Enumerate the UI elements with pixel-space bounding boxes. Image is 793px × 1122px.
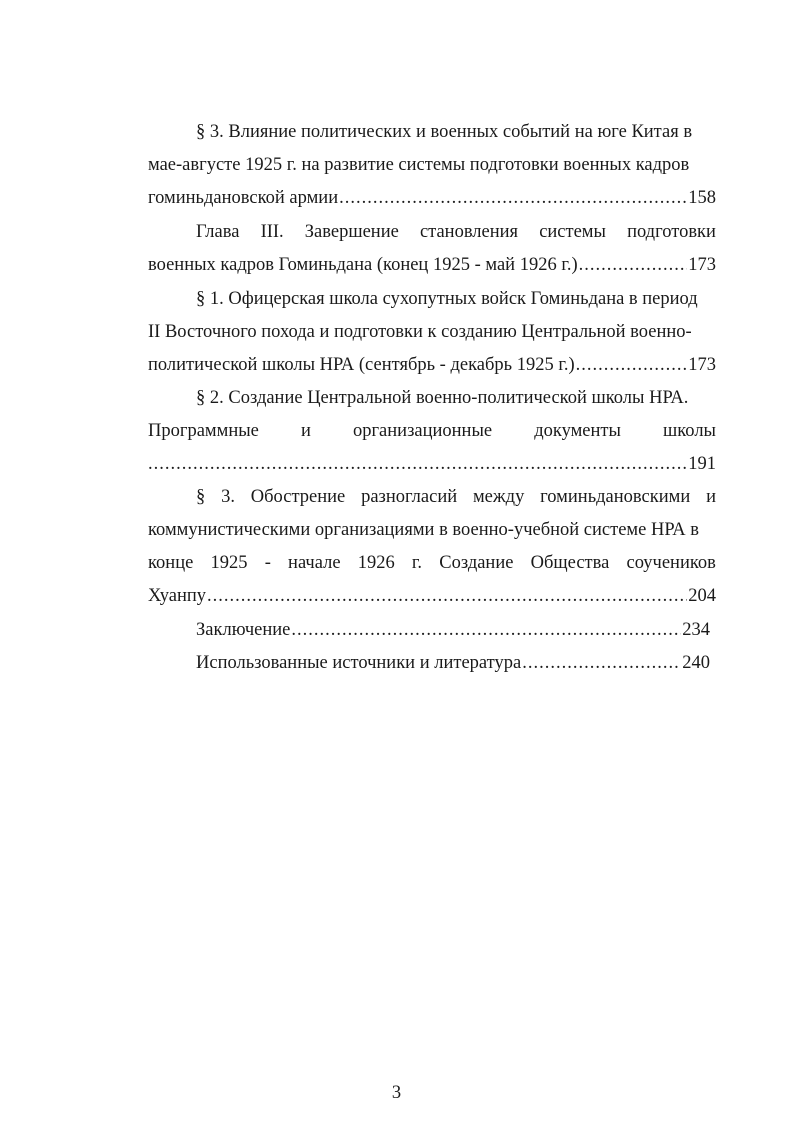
word: Общества	[530, 553, 610, 573]
word: -	[264, 553, 271, 573]
toc-entry-title: Использованные источники и литература	[196, 653, 522, 673]
toc-page-number: 234	[682, 620, 710, 640]
word: организационные	[352, 421, 493, 441]
dot-leader	[579, 254, 688, 276]
dot-leader	[522, 652, 681, 674]
word: разногласий	[361, 487, 458, 507]
toc-entry-s3b-line-3	[148, 552, 716, 574]
toc-page-number: 204	[688, 586, 716, 606]
toc-page-number: 173	[688, 355, 716, 375]
word: и	[706, 487, 716, 507]
toc-entry-s2-line-3	[148, 453, 716, 475]
toc-entry-s1-line-1: § 1. Офицерская школа сухопутных войск Гоминьдана в период	[196, 289, 698, 309]
word: г.	[411, 553, 423, 573]
toc-page-number: 191	[688, 454, 716, 474]
toc-entry-s3b-line-4	[148, 585, 716, 607]
word: становления	[419, 222, 519, 242]
word: начале	[288, 553, 341, 573]
toc-entry-s1-line-2: II Восточного похода и подготовки к созданию Центральной военно-	[148, 322, 692, 342]
toc-chapter-3-line-2	[148, 254, 716, 276]
word: и	[300, 421, 311, 441]
word: 1926	[357, 553, 395, 573]
word: между	[472, 487, 525, 507]
toc-page-number: 240	[682, 653, 710, 673]
word: соучеников	[626, 553, 716, 573]
page-number: 3	[391, 1083, 402, 1103]
word: Завершение	[304, 222, 399, 242]
toc-entry-s3-line-1: § 3. Влияние политических и военных событий на юге Китая в	[196, 122, 693, 142]
word: 1925	[210, 553, 248, 573]
word: Глава	[196, 222, 240, 242]
toc-page-number: 158	[688, 188, 716, 208]
word: конце	[148, 553, 194, 573]
toc-entry-conclusion	[196, 619, 710, 641]
toc-entry-s3b-line-1	[196, 486, 716, 508]
word: Обострение	[250, 487, 346, 507]
toc-entry-title: Заключение	[196, 620, 291, 640]
toc-entry-s3-line-3	[148, 187, 716, 209]
word: Программные	[148, 421, 259, 441]
toc-chapter-3-line-1	[196, 221, 716, 243]
toc-entry-s2-line-1: § 2. Создание Центральной военно-политической школы НРА.	[196, 388, 689, 408]
toc-entry-sources	[196, 652, 710, 674]
word: Создание	[439, 553, 514, 573]
word: III.	[260, 222, 284, 242]
word: школы	[663, 421, 716, 441]
word: подготовки	[627, 222, 716, 242]
toc-entry-s2-line-2	[148, 420, 716, 442]
toc-entry-title: военных кадров Гоминьдана (конец 1925 - май 1926 г.)	[148, 255, 578, 275]
dot-leader	[291, 619, 681, 641]
toc-entry-title: Хуанпу	[148, 586, 207, 606]
toc-entry-s3b-line-2: коммунистическими организациями в военно-учебной системе НРА в	[148, 520, 699, 540]
word: §	[196, 487, 206, 507]
toc-page-number: 173	[688, 255, 716, 275]
dot-leader	[207, 585, 687, 607]
word: гоминьдановскими	[540, 487, 691, 507]
dot-leader	[576, 354, 688, 376]
word: системы	[539, 222, 606, 242]
dot-leader	[148, 453, 687, 475]
toc-entry-s3-line-2: мае-августе 1925 г. на развитие системы подготовки военных кадров	[148, 155, 690, 175]
word: 3.	[221, 487, 235, 507]
toc-entry-s1-line-3	[148, 354, 716, 376]
toc-entry-title: политической школы НРА (сентябрь - декабрь 1925 г.)	[148, 355, 575, 375]
toc-entry-title: гоминьдановской армии	[148, 188, 339, 208]
word: документы	[534, 421, 621, 441]
dot-leader	[339, 187, 687, 209]
